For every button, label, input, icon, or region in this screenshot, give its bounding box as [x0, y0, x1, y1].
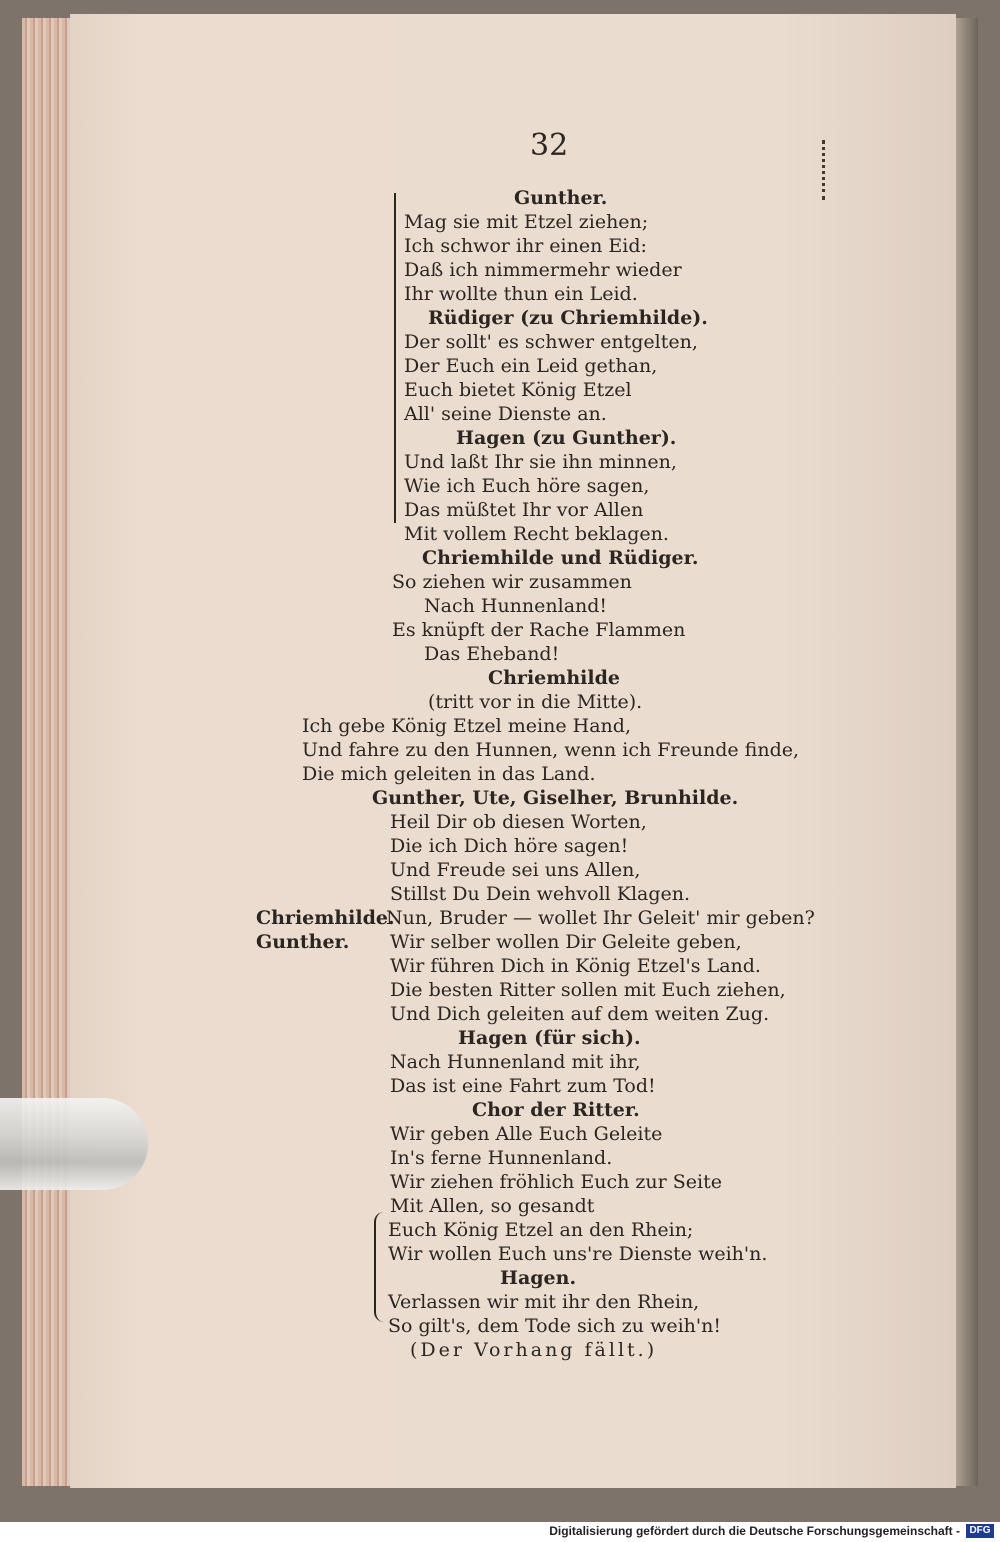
- verse-line: Daß ich nimmermehr wieder: [404, 259, 682, 281]
- speaker-line: Hagen.: [500, 1267, 577, 1289]
- verse-line: Ich gebe König Etzel meine Hand,: [302, 715, 631, 737]
- speaker-line: Hagen (für sich).: [458, 1027, 641, 1049]
- verse-line: Der sollt' es schwer entgelten,: [404, 331, 698, 353]
- verse-line: Und Dich geleiten auf dem weiten Zug.: [390, 1003, 770, 1025]
- verse-line: Die ich Dich höre sagen!: [390, 835, 629, 857]
- verse-line: Der Euch ein Leid gethan,: [404, 355, 658, 377]
- verse-line: Ich schwor ihr einen Eid:: [404, 235, 647, 257]
- verse-line: Mag sie mit Etzel ziehen;: [404, 211, 649, 233]
- verse-line: Verlassen wir mit ihr den Rhein,: [388, 1291, 700, 1313]
- speaker-line: Chor der Ritter.: [472, 1099, 640, 1121]
- verse-line: Nach Hunnenland!: [424, 595, 608, 617]
- verse-line: Stillst Du Dein wehvoll Klagen.: [390, 883, 691, 905]
- stage-direction: (Der Vorhang fällt.): [410, 1339, 658, 1361]
- verse-line: Und fahre zu den Hunnen, wenn ich Freunde finde,: [302, 739, 800, 761]
- margin-speaker: Gunther.: [256, 931, 350, 953]
- margin-speaker: Chriemhilde.: [256, 907, 395, 929]
- verse-line: Nun, Bruder — wollet Ihr Geleit' mir geben?: [386, 907, 815, 929]
- verse-line: Euch König Etzel an den Rhein;: [388, 1219, 694, 1241]
- verse-line: Die mich geleiten in das Land.: [302, 763, 596, 785]
- speaker-line: Gunther, Ute, Giselher, Brunhilde.: [372, 787, 739, 809]
- speaker-line: Chriemhilde und Rüdiger.: [422, 547, 699, 569]
- verse-line: Wie ich Euch höre sagen,: [404, 475, 650, 497]
- verse-line: Das Eheband!: [424, 643, 560, 665]
- verse-line: Mit vollem Recht beklagen.: [404, 523, 669, 545]
- speaker-line: Rüdiger (zu Chriemhilde).: [428, 307, 708, 329]
- verse-line: Wir wollen Euch uns're Dienste weih'n.: [388, 1243, 768, 1265]
- dfg-logo: DFG: [966, 1524, 994, 1538]
- speaker-line: Chriemhilde: [488, 667, 620, 689]
- left-bracket-line: [394, 193, 396, 523]
- verse-line: Nach Hunnenland mit ihr,: [390, 1051, 641, 1073]
- verse-line: Wir selber wollen Dir Geleite geben,: [390, 931, 742, 953]
- verse-line: Die besten Ritter sollen mit Euch ziehen,: [390, 979, 786, 1001]
- footer-credit: Digitalisierung gefördert durch die Deutsche Forschungsgemeinschaft -: [549, 1524, 960, 1538]
- verse-line: Wir führen Dich in König Etzel's Land.: [390, 955, 761, 977]
- verse-line: Das müßtet Ihr vor Allen: [404, 499, 644, 521]
- verse-line: Euch bietet König Etzel: [404, 379, 632, 401]
- verse-line: In's ferne Hunnenland.: [390, 1147, 613, 1169]
- verse-line: All' seine Dienste an.: [404, 403, 607, 425]
- speaker-line: Gunther.: [514, 187, 608, 209]
- verse-line: Das ist eine Fahrt zum Tod!: [390, 1075, 656, 1097]
- verse-line: Mit Allen, so gesandt: [390, 1195, 595, 1217]
- margin-mark: [822, 140, 835, 200]
- stage-direction: (tritt vor in die Mitte).: [428, 691, 643, 713]
- page-number: 32: [530, 128, 569, 163]
- verse-line: Wir geben Alle Euch Geleite: [390, 1123, 663, 1145]
- verse-line: So ziehen wir zusammen: [392, 571, 632, 593]
- verse-line: Heil Dir ob diesen Worten,: [390, 811, 647, 833]
- verse-line: Und laßt Ihr sie ihn minnen,: [404, 451, 677, 473]
- speaker-line: Hagen (zu Gunther).: [456, 427, 677, 449]
- page-edges: [22, 18, 74, 1486]
- page-clip: [0, 1098, 148, 1190]
- verse-line: Und Freude sei uns Allen,: [390, 859, 641, 881]
- verse-line: Ihr wollte thun ein Leid.: [404, 283, 638, 305]
- verse-line: Es knüpft der Rache Flammen: [392, 619, 686, 641]
- verse-line: Wir ziehen fröhlich Euch zur Seite: [390, 1171, 722, 1193]
- verse-line: So gilt's, dem Tode sich zu weih'n!: [388, 1315, 721, 1337]
